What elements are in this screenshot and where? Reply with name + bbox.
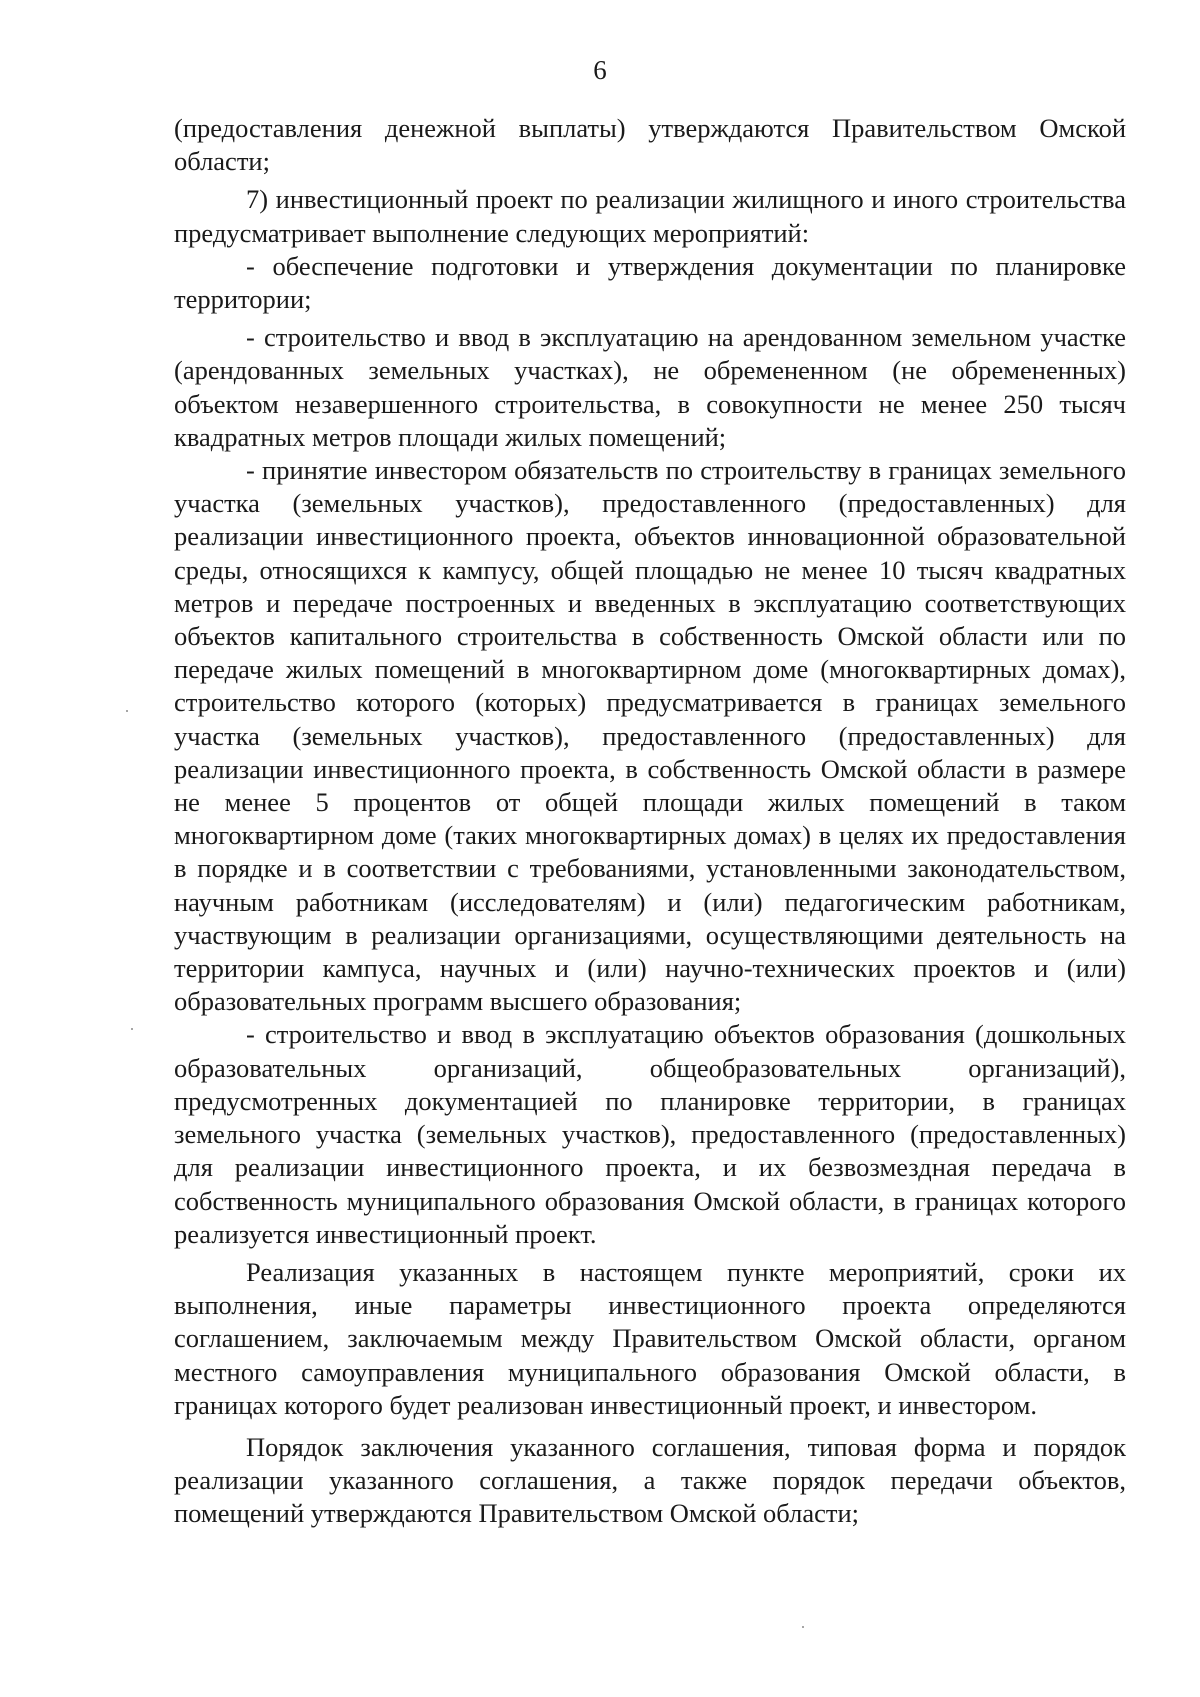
scan-artifact [802, 1626, 804, 1628]
paragraph-bullet-education: - строительство и ввод в эксплуатацию объектов образования (дошкольных образовательных организаций, общеобразовательных организаций), предусмотренных документацией по планировке территории, в границах земельного участка (земельных участков), предоставленного (предоставленных) для реализации инвестиционного проекта, и их безвозмездная передача в собственность муниципального образования Омской области, в границах которого реализуется инвестиционный проект. [174, 1019, 1126, 1249]
paragraph-implementation: Реализация указанных в настоящем пункте мероприятий, сроки их выполнения, иные параметры инвестиционного проекта определяются соглашением, заключаемым между Правительством Омской области, органом местного самоуправления муниципального образования Омской области, в границах которого будет реализован инвестиционный проект, и инвестором. [174, 1256, 1126, 1420]
paragraph-item-7: 7) инвестиционный проект по реализации жилищного и иного строительства предусматривает выполнение следующих мероприятий: [174, 184, 1126, 248]
paragraph-bullet-construction: - строительство и ввод в эксплуатацию на арендованном земельном участке (арендованных земельных участках), не обремененном (не обремененных) объектом незавершенного строительства, в совокупности не менее 250 тысяч квадратных метров площади жилых помещений; [174, 322, 1126, 452]
paragraph-bullet-planning: - обеспечение подготовки и утверждения документации по планировке территории; [174, 250, 1126, 315]
page-number: 6 [593, 55, 607, 85]
paragraph-agreement-order: Порядок заключения указанного соглашения, типовая форма и порядок реализации указанного соглашения, а также порядок передачи объектов, помещений утверждаются Правительством Омской области; [174, 1431, 1126, 1529]
scan-artifact [131, 1028, 133, 1030]
paragraph-continuation: (предоставления денежной выплаты) утверждаются Правительством Омской области; [174, 113, 1126, 177]
paragraph-bullet-campus: - принятие инвестором обязательств по строительству в границах земельного участка (земельных участков), предоставленного (предоставленных) для реализации инвестиционного проекта, объектов инновационной образовательной среды, относящихся к кампусу, общей площадью не менее 10 тысяч квадратных метров и передаче построенных и введенных в эксплуатацию соответствующих объектов капитального строительства в собственность Омской области или по передаче жилых помещений в многоквартирном доме (многоквартирных домах), строительство которого (которых) предусматривается в границах земельного участка (земельных участков), предоставленного (предоставленных) для реализации инвестиционного проекта, в собственность Омской области в размере не менее 5 процентов от общей площади жилых помещений в таком многоквартирном доме (таких многоквартирных домах) в целях их предоставления в порядке и в соответствии с требованиями, установленными законодательством, научным работникам (исследователям) и (или) педагогическим работникам, участвующим в реализации организациями, осуществляющими деятельность на территории кампуса, научных и (или) научно-технических проектов и (или) образовательных программ высшего образования; [174, 455, 1126, 1017]
scan-artifact [126, 710, 128, 712]
document-body [174, 112, 1126, 1531]
